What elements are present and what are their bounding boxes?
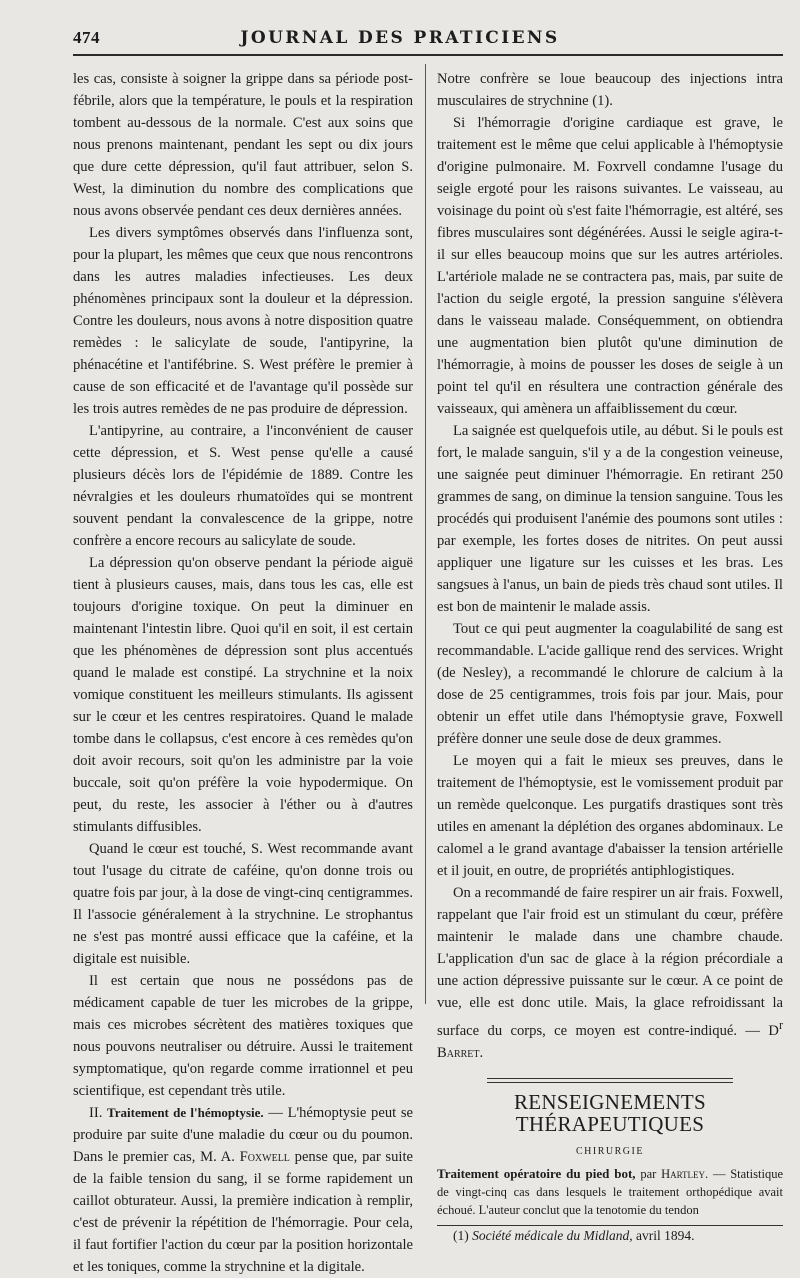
section-title: Traitement de l'hémoptysie.	[107, 1105, 264, 1120]
footnote-mark: (1)	[453, 1227, 469, 1243]
news-title: Traitement opératoire du pied bot,	[437, 1165, 636, 1181]
paragraph: La saignée est quelquefois utile, au début. Si le pouls est fort, le malade sanguin, s'il y a de la congestion veineuse, une saignée peut diminuer l'hémorragie. En retirant 250 grammes de sang, on diminue la tension sanguine. Tous les procédés qui produisent l'anémie des poumons sont utiles : par exemple, les fortes doses de nitrites. On peut aussi appliquer une ligature sur les cuisses et les bras. Les sangsues à l'anus, un bain de pieds très chaud sont utiles. Il est bon de maintenir le malade assis.	[437, 423, 783, 615]
journal-title: JOURNAL DES PRATICIENS	[240, 28, 560, 48]
news-text: . — Statistique de vingt-cinq cas dans lesquels le traitement orthopédique avait échoué. L'auteur conclut que la tenotomie du tendon	[437, 1166, 783, 1217]
paragraph: Notre confrère se loue beaucoup des injections intra musculaires de strychnine (1).	[437, 71, 783, 109]
section-heading: RENSEIGNEMENTS THÉRAPEUTIQUES	[513, 1089, 707, 1136]
footnote-date: , avril 1894.	[629, 1227, 695, 1243]
title-abbreviation: r	[778, 1018, 783, 1032]
section-divider	[487, 1078, 733, 1083]
news-text: par	[635, 1166, 662, 1181]
paragraph: Si l'hémorragie d'origine cardiaque est grave, le traitement est le même que celui applicable à l'hémoptysie d'origine pulmonaire. M. Foxrvell condamne l'usage du seigle ergoté pour les raisons suivantes. Le vaisseau, au voisinage du point où s'est faite l'hémorragie, est altéré, ses fibres musculaires sont dégénérées. Aussi le seigle agira-t-il sur elles beaucoup moins que sur les autres artérioles. L'artériole malade ne se contractera pas, mais, par suite de l'action du seigle ergoté, la pression sanguine s'élèvera dans le vaisseau malade. Conséquemment, on obtiendra une augmentation bien plutôt qu'une diminution de l'hémorragie, à moins de pousser les doses de seigle à un point tel qu'il en résultera une contraction générale des vaisseaux, qui amènera un affaiblissement du cœur.	[437, 115, 783, 417]
subheading: CHIRURGIE	[576, 1145, 644, 1157]
paragraph: Les divers symptômes observés dans l'influenza sont, pour la plupart, les mêmes que ceux que nous rencontrons dans les autres maladies infectieuses. Les deux phénomènes principaux sont la douleur et la dépression. Contre les douleurs, nous avons à notre disposition quatre remèdes : le salicylate de soude, l'antipyrine, la phénacétine et l'antifébrine. S. West préfère le premier à cause de son efficacité et de l'avantage qu'il possède sur les trois autres remèdes de ne pas produire de dépression.	[73, 225, 413, 417]
footnote	[437, 1226, 783, 1246]
column-divider	[425, 64, 426, 1004]
left-column	[73, 68, 413, 1278]
page-number: 474	[73, 28, 100, 47]
paragraph-hemoptysis	[73, 1102, 413, 1278]
paragraph: Il est certain que nous ne possédons pas de médicament capable de tuer les microbes de la grippe, mais ces microbes sécrètent des matières toxiques que nous pouvons neutraliser ou détruire. Aussi le traitement symptomatique, qu'on regarde comme irrationnel et peu scientifique, est cependant très utile.	[73, 973, 413, 1099]
paragraph-text: — L'hémoptysie peut se produire par suite d'une maladie du cœur ou du poumon. Dans le premier cas, M. A.	[73, 1105, 413, 1165]
paragraph-signed: On a recommandé de faire respirer un air frais. Foxwell, rappelant que l'air froid est un stimulant du cœur, préfère maintenir le malade dans une chambre chaude. L'application d'un sac de glace à la région précordiale a une action dépressive puissante sur le cœur. A ce point de vue, elle est donc utile. Mais, la glace refroidissant la surface du corps, ce moyen est contre-indiqué. — $D^r$ Barret.	[437, 885, 783, 1061]
paragraph: Tout ce qui peut augmenter la coagulabilité de sang est recommandable. L'acide gallique rend des services. Wright (de Nesley), a recommandé le chlorure de calcium à la dose de 25 centigrammes, trois fois par jour. Mais, pour obtenir un effet utile dans l'hémoptysie grave, Foxwell préfère donner une seule dose de deux grammes.	[437, 621, 783, 747]
author-signature: Barret	[437, 1044, 480, 1061]
news-item	[437, 1165, 783, 1219]
news-paragraph	[437, 1165, 783, 1219]
author-name: Foxwell	[239, 1149, 290, 1165]
news-author: Hartley	[661, 1166, 706, 1181]
header-rule	[73, 54, 783, 56]
paragraph: L'antipyrine, au contraire, a l'inconvénient de causer cette dépression, et S. West pense qu'elle a causé plusieurs décès lors de l'épidémie de 1889. Contre les névralgies et les douleurs rhumatoïdes qui se montrent souvent pendant la convalescence de la grippe, notre confrère a encore recours au salicylate de soude.	[73, 423, 413, 549]
right-column	[437, 68, 783, 1246]
paragraph: Quand le cœur est touché, S. West recommande avant tout l'usage du citrate de caféine, qu'on donne trois ou quatre fois par jour, à la dose de vingt-cinq centigrammes. Il l'associe généralement à la strychnine. Le strophantus ne s'est pas montré aussi efficace que la caféine, et la digitale est nuisible.	[73, 841, 413, 967]
paragraph: les cas, consiste à soigner la grippe dans sa période post-fébrile, alors que la température, le pouls et la respiration tombent au-dessous de la normale. C'est aux soins que nous prenons maintenant, pendant les sept ou dix jours que dure cette dépression, qu'il faut attribuer, selon S. West, la diminution du nombre des complications que nous avons observée pendant ces deux dernières années.	[73, 71, 413, 219]
paragraph-text: pense que, par suite de la faible tension du sang, il se forme rapidement un caillot obturateur. Aussi, la première indication à remplir, c'est de prévenir la répétition de l'hémorragie. Pour cela, il faut fortifier l'action du cœur par la position horizontale et les toniques, comme la strychnine et la digitale.	[73, 1149, 413, 1275]
paragraph: La dépression qu'on observe pendant la période aiguë tient à plusieurs causes, mais, dans tous les cas, elle est toujours d'origine toxique. On peut la diminuer en maintenant l'intestin libre. Quoi qu'il en soit, il est certain que les phénomènes de dépression sont plus accentués quand le malade est constipé. La strychnine et la noix vomique constituent les meilleurs stimulants. Ils agissent sur le cœur et les centres respiratoires. Quand le malade tombe dans le collapsus, c'est encore à ces remèdes qu'on doit avoir recours, soit qu'on les administre par la voie buccale, soit qu'on préfère la voie hypodermique. On peut, du reste, les associer à l'éther ou à d'autres stimulants diffusibles.	[73, 555, 413, 835]
footnote-source: Société médicale du Midland	[472, 1227, 630, 1243]
section-number: II.	[89, 1105, 103, 1121]
paragraph-text: On a recommandé de faire respirer un air frais. Foxwell, rappelant que l'air froid est un stimulant du cœur, préfère maintenir le malade dans une chambre chaude. L'application d'un sac de glace à la région précordiale a une action dépressive puissante sur le cœur. A ce point de vue, elle est donc utile. Mais, la glace refroidissant la surface du corps, ce moyen est contre-indiqué. — D	[437, 885, 783, 1039]
paragraph: Le moyen qui a fait le mieux ses preuves, dans le traitement de l'hémoptysie, est le vomissement produit par un remède quelconque. Les purgatifs drastiques sont très utiles en amenant la déplétion des organes abdominaux. Le calomel a le grand avantage d'abaisser la tension artérielle et il jouit, en outre, de propriétés antiphlogistiques.	[437, 753, 783, 879]
